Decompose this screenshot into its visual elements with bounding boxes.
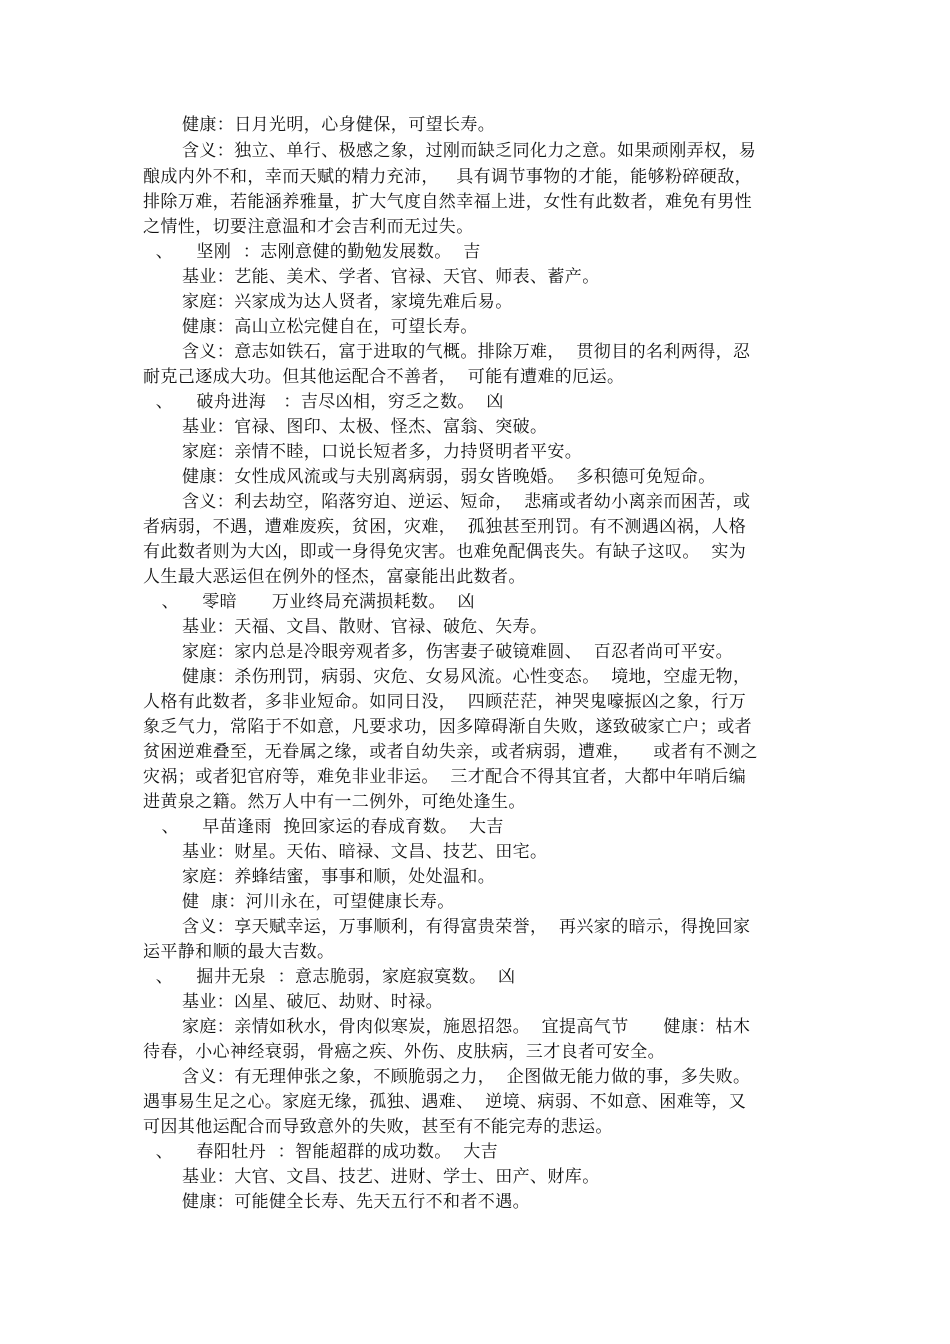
- section-heading: 、 早苗逢雨 挽回家运的春成育数。 大吉: [150, 817, 504, 837]
- text-line: 含义：享天赋幸运，万事顺利，有得富贵荣誉， 再兴家的暗示，得挽回家: [182, 917, 751, 937]
- text-line: 健康：可能健全长寿、先天五行不和者不遇。: [182, 1192, 530, 1212]
- text-line: 家庭：兴家成为达人贤者，家境先难后易。: [182, 292, 513, 312]
- text-line: 排除万难，若能涵养雅量，扩大气度自然幸福上进，女性有此数者，难免有男性: [143, 192, 752, 212]
- text-line: 基业：天福、文昌、散财、官禄、破危、矢寿。: [182, 617, 548, 637]
- text-line: 基业：财星。天佑、暗禄、文昌、技艺、田宅。: [182, 842, 548, 862]
- text-line: 人生最大恶运但在例外的怪杰，富豪能出此数者。: [143, 567, 526, 587]
- text-line: 家庭：亲情不睦，口说长短者多，力持贤明者平安。: [182, 442, 583, 462]
- text-line: 耐克己逐成大功。但其他运配合不善者， 可能有遭难的厄运。: [143, 367, 625, 387]
- text-line: 健康：高山立松完健自在，可望长寿。: [182, 317, 478, 337]
- section-heading: 、 零暗 万业终局充满损耗数。 凶: [150, 592, 475, 612]
- text-line: 灾祸；或者犯官府等，难免非业非运。 三才配合不得其宜者，大都中年哨后编: [143, 767, 747, 787]
- text-line: 基业：大官、文昌、技艺、进财、学士、田产、财库。: [182, 1167, 600, 1187]
- text-line: 含义：利去劫空，陷落穷迫、逆运、短命， 悲痛或者幼小离亲而困苦，或: [182, 492, 751, 512]
- text-line: 含义：意志如铁石，富于进取的气概。排除万难， 贯彻目的名利两得，忍: [182, 342, 751, 362]
- text-line: 可因其他运配合而导致意外的失败，甚至有不能完寿的悲运。: [143, 1117, 613, 1137]
- text-line: 有此数者则为大凶，即或一身得免灾害。也难免配偶丧失。有缺子这叹。 实为: [143, 542, 747, 562]
- text-line: 含义：独立、单行、极感之象，过刚而缺乏同化力之意。如果顽刚弄权，易: [182, 141, 757, 161]
- section-heading: 、 掘井无泉 ：意志脆弱，家庭寂寞数。 凶: [150, 967, 516, 987]
- text-line: 遇事易生足之心。家庭无缘，孤独、遇难、 逆境、病弱、不如意、困难等，又: [143, 1092, 747, 1112]
- text-line: 健康：日月光明，心身健保，可望长寿。: [182, 115, 496, 135]
- section-heading: 、 破舟进海 ：吉尽凶相，穷乏之数。 凶: [150, 392, 504, 412]
- text-line: 基业：凶星、破厄、劫财、时禄。: [182, 992, 443, 1012]
- section-heading: 、 坚刚 ：志刚意健的勤勉发展数。 吉: [150, 242, 481, 262]
- text-line: 人格有此数者，多非业短命。如同日没， 四顾茫茫，神哭鬼嚎振凶之象，行万: [143, 692, 747, 712]
- text-line: 之情性，切要注意温和才会吉利而无过失。: [143, 217, 474, 237]
- text-line: 家庭：家内总是冷眼旁观者多，伤害妻子破镜难圆、 百忍者尚可平安。: [182, 642, 734, 662]
- text-line: 家庭：养蜂结蜜，事事和顺，处处温和。: [182, 867, 496, 887]
- text-line: 健康：女性成风流或与夫别离病弱，弱女皆晚婚。 多积德可免短命。: [182, 467, 716, 487]
- text-line: 基业：官禄、图印、太极、怪杰、富翁、突破。: [182, 417, 548, 437]
- text-line: 象乏气力，常陷于不如意，凡要求功，因多障碍渐自失败，遂致破家亡户；或者: [143, 717, 752, 737]
- text-line: 健康：杀伤刑罚，病弱、灾危、女易风流。心性变态。 境地，空虚无物，: [182, 667, 751, 687]
- text-line: 待春，小心神经衰弱，骨癌之疾、外伤、皮肤病，三才良者可安全。: [143, 1042, 665, 1062]
- text-line: 者病弱，不遇，遭难废疾，贫困，灾难， 孤独甚至刑罚。有不测遇凶祸，人格: [143, 517, 747, 537]
- text-line: 基业：艺能、美术、学者、官禄、天官、师表、蓄产。: [182, 267, 600, 287]
- text-line: 进黄泉之籍。然万人中有一二例外，可绝处逢生。: [143, 792, 526, 812]
- text-line: 贫困逆难叠至，无眷属之缘，或者自幼失亲，或者病弱，遭难， 或者有不测之: [143, 742, 758, 762]
- text-line: 含义：有无理伸张之象，不顾脆弱之力， 企图做无能力做的事，多失败。: [182, 1067, 751, 1087]
- section-heading: 、 春阳牡丹 ：智能超群的成功数。 大吉: [150, 1142, 499, 1162]
- text-line: 健 康：河川永在，可望健康长寿。: [182, 892, 455, 912]
- text-line: 运平静和顺的最大吉数。: [143, 942, 335, 962]
- text-line: 酿成内外不和，幸而天赋的精力充沛， 具有调节事物的才能，能够粉碎硬敌，: [143, 167, 753, 187]
- text-line: 家庭：亲情如秋水，骨肉似寒炭，施恩招怨。 宜提高气节 健康：枯木: [182, 1017, 751, 1037]
